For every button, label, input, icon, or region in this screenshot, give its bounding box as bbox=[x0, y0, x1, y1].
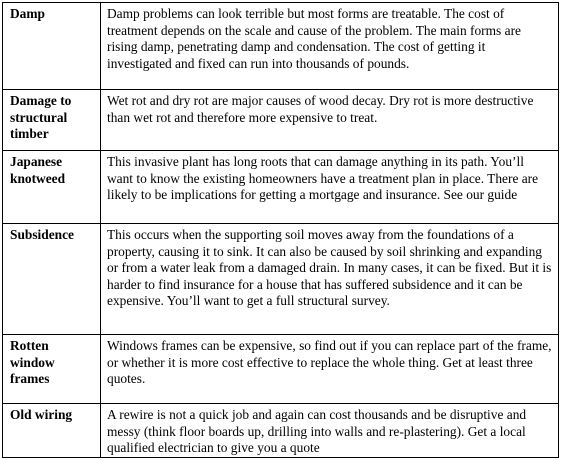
issue-label: Rotten window frames bbox=[3, 335, 101, 404]
table-row bbox=[3, 224, 559, 335]
issue-description: This invasive plant has long roots that can damage anything in its path. You’ll want to know the existing homeowners have a treatment plan in place. There are likely to be implications for getting a mortgage and insurance. See our guide bbox=[101, 151, 559, 224]
table-row bbox=[3, 3, 559, 90]
issue-label: Old wiring bbox=[3, 404, 101, 458]
issue-label: Damp bbox=[3, 3, 101, 90]
issue-description: Damp problems can look terrible but most forms are treatable. The cost of treatment depends on the scale and cause of the problem. The main forms are rising damp, penetrating damp and condensation. The cost of getting it investigated and fixed can run into thousands of pounds. bbox=[101, 3, 559, 90]
issue-description: Wet rot and dry rot are major causes of wood decay. Dry rot is more destructive than wet rot and therefore more expensive to treat. bbox=[101, 90, 559, 151]
table-row bbox=[3, 335, 559, 404]
issue-description: This occurs when the supporting soil moves away from the foundations of a property, causing it to sink. It can also be caused by soil shrinking and expanding or from a water leak from a damaged drain. In many cases, it can be fixed. But it is harder to find insurance for a house that has suffered subsidence and it can be expensive. You’ll want to get a full structural survey. bbox=[101, 224, 559, 335]
issue-label: Japanese knotweed bbox=[3, 151, 101, 224]
issue-description: Windows frames can be expensive, so find out if you can replace part of the frame, or whether it is more cost effective to replace the whole thing. Get at least three quotes. bbox=[101, 335, 559, 404]
table-row bbox=[3, 404, 559, 458]
issue-label: Damage to structural timber bbox=[3, 90, 101, 151]
issue-description: A rewire is not a quick job and again can cost thousands and be disruptive and messy (think floor boards up, drilling into walls and re-plastering). Get a local qualified electrician to give you a quote bbox=[101, 404, 559, 458]
property-issues-table bbox=[2, 2, 559, 458]
table-row bbox=[3, 151, 559, 224]
issue-label: Subsidence bbox=[3, 224, 101, 335]
table-row bbox=[3, 90, 559, 151]
